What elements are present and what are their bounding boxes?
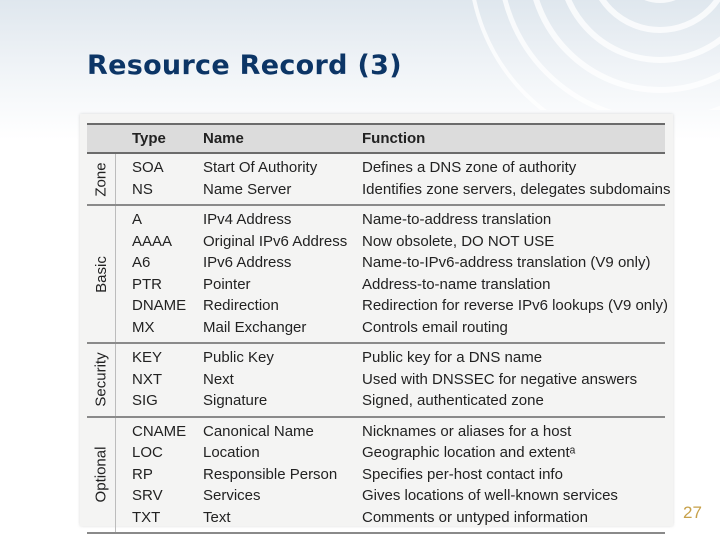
cell-name: Name Server (203, 180, 292, 198)
table-row (87, 209, 665, 231)
table-row (87, 157, 665, 179)
group-label: Security (92, 352, 110, 407)
table-row (87, 485, 665, 507)
cell-type: SOA (132, 159, 164, 176)
cell-type: NXT (132, 370, 162, 388)
table-row (87, 421, 665, 443)
cell-name: Canonical Name (203, 422, 314, 440)
cell-function: Geographic location and extentᵃ (362, 444, 576, 461)
cell-name: Mail Exchanger (203, 318, 307, 336)
table-row (87, 464, 665, 486)
cell-function: Comments or untyped information (362, 508, 588, 526)
cell-function: Address-to-name translation (362, 275, 551, 293)
table-row (87, 179, 671, 201)
cell-type: SRV (132, 487, 163, 504)
table-row (87, 442, 665, 464)
cell-function: Public key for a DNS name (362, 349, 543, 366)
cell-function: Name-to-IPv6-address translation (V9 only) (362, 254, 651, 271)
header-type: Type (132, 130, 166, 147)
table-row (87, 369, 665, 391)
table-row (87, 274, 665, 296)
cell-type: SIG (132, 392, 158, 409)
cell-type: TXT (132, 508, 161, 526)
cell-name: Original IPv6 Address (203, 232, 348, 250)
cell-type: KEY (132, 349, 163, 366)
group-zone (87, 154, 671, 206)
cell-name: Pointer (203, 275, 251, 293)
cell-function: Gives locations of well-known services (362, 487, 618, 504)
table-row (87, 390, 665, 412)
group-label: Optional (92, 446, 110, 503)
cell-name: Public Key (203, 349, 274, 366)
table-row (87, 295, 668, 317)
cell-type: NS (132, 180, 153, 198)
cell-name: Start Of Authority (203, 159, 318, 176)
cell-type: DNAME (132, 297, 187, 314)
cell-name: Text (203, 508, 231, 526)
cell-name: Redirection (203, 297, 279, 314)
group-security (87, 344, 665, 418)
cell-function: Now obsolete, DO NOT USE (362, 232, 555, 250)
slide-title: Resource Record (3) (87, 50, 402, 81)
table-row (87, 252, 665, 274)
table-header (87, 123, 665, 154)
resource-record-table (87, 123, 671, 534)
cell-function: Defines a DNS zone of authority (362, 159, 577, 176)
cell-type: PTR (132, 275, 162, 293)
cell-name: Signature (203, 392, 268, 409)
cell-function: Nicknames or aliases for a host (362, 422, 572, 440)
group-basic (87, 206, 668, 344)
table-row (87, 507, 665, 529)
table-row (87, 317, 665, 339)
cell-type: MX (132, 318, 155, 336)
cell-name: IPv4 Address (203, 211, 292, 228)
cell-name: Responsible Person (203, 465, 338, 483)
cell-function: Identifies zone servers, delegates subdomains (362, 180, 671, 198)
group-label: Zone (92, 161, 110, 197)
cell-function: Redirection for reverse IPv6 lookups (V9 only) (362, 297, 668, 314)
cell-function: Used with DNSSEC for negative answers (362, 370, 638, 388)
group-label: Basic (92, 255, 110, 293)
cell-type: AAAA (132, 232, 173, 250)
cell-function: Name-to-address translation (362, 211, 552, 228)
table-row (87, 231, 665, 253)
cell-function: Signed, authenticated zone (362, 392, 544, 409)
cell-function: Controls email routing (362, 318, 508, 336)
group-optional (87, 418, 665, 535)
cell-name: Services (203, 487, 261, 504)
cell-type: A (132, 211, 143, 228)
cell-name: IPv6 Address (203, 254, 292, 271)
page-number: 27 (683, 503, 702, 522)
cell-type: LOC (132, 444, 163, 461)
header-function: Function (362, 130, 426, 147)
cell-type: CNAME (132, 422, 187, 440)
cell-type: RP (132, 465, 153, 483)
cell-name: Location (203, 444, 260, 461)
cell-name: Next (203, 370, 234, 388)
cell-type: A6 (132, 254, 151, 271)
decorative-arcs (360, 0, 720, 110)
cell-function: Specifies per-host contact info (362, 465, 563, 483)
header-name: Name (203, 130, 244, 147)
table-row (87, 347, 665, 369)
